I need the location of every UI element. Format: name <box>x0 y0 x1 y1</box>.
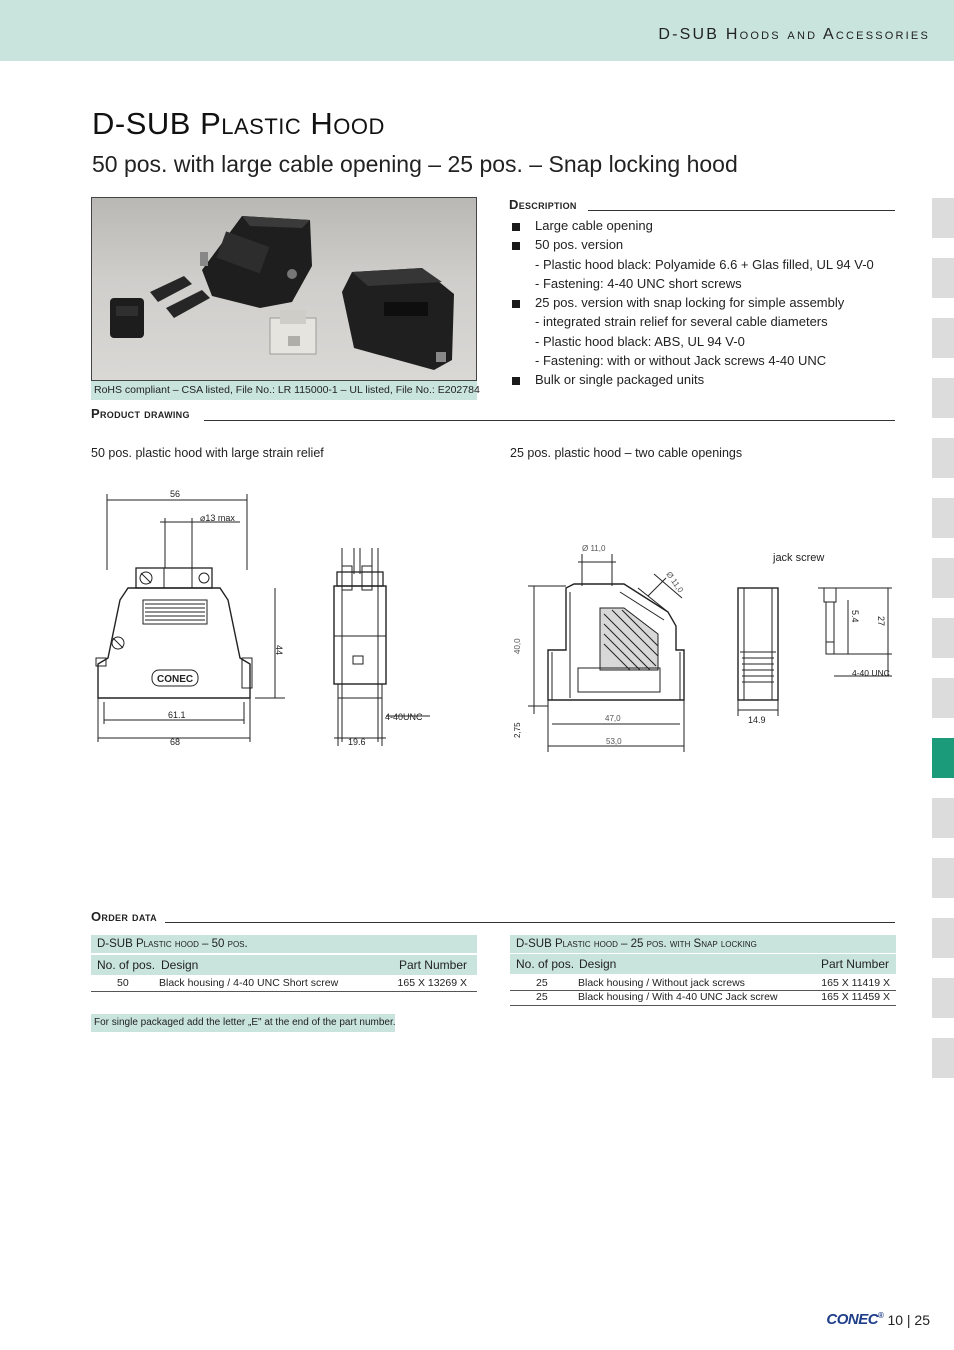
side-tab-active[interactable] <box>932 738 954 778</box>
side-tab[interactable] <box>932 678 954 718</box>
description-item: - Fastening: 4-40 UNC short screws <box>535 275 742 291</box>
col-no-of-pos: No. of pos. <box>97 958 156 972</box>
page-number: 10 | 25 <box>887 1311 930 1328</box>
dim-2-75: 2,75 <box>513 722 522 738</box>
row-part: 165 X 11419 X <box>821 977 890 989</box>
description-item: - integrated strain relief for several cable diameters <box>535 314 828 330</box>
row-pos: 25 <box>536 991 548 1003</box>
dim-68: 68 <box>170 737 181 747</box>
description-item: Large cable opening <box>511 216 895 235</box>
drawing-logo: CONEC <box>157 674 194 685</box>
side-tab[interactable] <box>932 858 954 898</box>
dim-27: 27 <box>876 616 886 627</box>
right-table-header <box>510 954 896 974</box>
row-pos: 25 <box>536 977 548 989</box>
header-bar <box>0 0 954 61</box>
description-item: - Plastic hood black: ABS, UL 94 V-0 <box>535 333 745 349</box>
dim-5-4: 5.4 <box>850 610 860 623</box>
dim-4-40-unc: 4-40 UNC <box>852 668 890 678</box>
row-part: 165 X 13269 X <box>397 977 467 989</box>
description-item: Bulk or single packaged units <box>511 370 895 389</box>
description-heading: Description <box>509 197 577 212</box>
dim-56: 56 <box>170 489 181 499</box>
left-technical-drawing <box>90 480 450 760</box>
jack-screw-label: jack screw <box>773 552 825 564</box>
table-row-rule <box>510 1005 896 1006</box>
row-design: Black housing / With 4-40 UNC Jack screw <box>578 991 778 1003</box>
single-package-note: For single packaged add the letter „E" at the end of the part number. <box>91 1014 395 1032</box>
table-row-rule <box>91 991 477 992</box>
product-drawing-heading: Product drawing <box>91 406 190 421</box>
order-data-rule <box>165 922 895 923</box>
description-rule <box>588 210 895 211</box>
col-design: Design <box>161 958 199 972</box>
row-design: Black housing / 4-40 UNC Short screw <box>159 977 339 989</box>
side-tab[interactable] <box>932 258 954 298</box>
side-tab[interactable] <box>932 618 954 658</box>
registered-mark: ® <box>878 1311 884 1320</box>
col-no-of-pos: No. of pos. <box>516 957 575 971</box>
dim-14-9: 14.9 <box>748 715 766 725</box>
col-part-number: Part Number <box>398 958 467 972</box>
dim-13-max: ⌀13 max <box>200 513 235 523</box>
dim-47: 47,0 <box>605 714 621 723</box>
description-item: - Fastening: with or without Jack screws 4-40 UNC <box>535 353 827 369</box>
row-pos: 50 <box>117 977 129 989</box>
product-drawing-rule <box>204 420 895 421</box>
dim-53: 53,0 <box>606 737 622 746</box>
dim-19-6: 19.6 <box>348 737 366 747</box>
table-row <box>91 976 477 991</box>
page-subtitle: 50 pos. with large cable opening – 25 pos. – Snap locking hood <box>92 151 738 177</box>
left-table-header <box>91 955 477 975</box>
order-data-heading: Order data <box>91 909 157 924</box>
description-list <box>511 216 895 390</box>
dim-11-b: Ø 11,0 <box>664 569 686 595</box>
table-row <box>510 976 896 991</box>
side-tab[interactable] <box>932 378 954 418</box>
right-drawing-label: 25 pos. plastic hood – two cable openings <box>510 446 743 460</box>
logo-text: CONEC <box>826 1311 879 1328</box>
description-item: - Plastic hood black: Polyamide 6.6 + Glas filled, UL 94 V-0 <box>535 256 874 272</box>
col-design: Design <box>579 957 617 971</box>
description-item: 50 pos. version <box>511 235 895 254</box>
footer <box>826 1311 930 1328</box>
side-tab[interactable] <box>932 198 954 238</box>
side-tab[interactable] <box>932 978 954 1018</box>
dim-4-40unc: 4-40UNC <box>385 712 423 722</box>
product-photo <box>91 197 477 381</box>
col-part-number: Part Number <box>820 957 889 971</box>
side-tab[interactable] <box>932 438 954 478</box>
dim-61-1: 61.1 <box>168 710 186 720</box>
side-tab[interactable] <box>932 318 954 358</box>
description-item: 25 pos. version with snap locking for simple assembly <box>511 293 895 312</box>
row-design: Black housing / Without jack screws <box>578 977 745 989</box>
row-part: 165 X 11459 X <box>821 991 890 1003</box>
dim-44: 44 <box>274 645 284 656</box>
side-tab[interactable] <box>932 558 954 598</box>
section-title: D-SUB Hoods and Accessories <box>658 26 930 43</box>
side-tab[interactable] <box>932 1038 954 1078</box>
right-table-caption: D-SUB Plastic hood – 25 pos. with Snap locking <box>510 935 896 953</box>
dim-11-a: Ø 11,0 <box>582 544 606 553</box>
page-title: D-SUB Plastic Hood <box>92 106 385 141</box>
right-technical-drawing <box>508 530 900 760</box>
rohs-caption: RoHS compliant – CSA listed, File No.: LR 115000-1 – UL listed, File No.: E202784 <box>91 381 477 400</box>
left-table-caption: D-SUB Plastic hood – 50 pos. <box>91 935 477 953</box>
side-tab[interactable] <box>932 498 954 538</box>
dim-40: 40,0 <box>513 638 522 654</box>
table-row <box>510 990 896 1005</box>
side-tab[interactable] <box>932 918 954 958</box>
conec-logo <box>826 1311 883 1328</box>
side-tab[interactable] <box>932 798 954 838</box>
left-drawing-label: 50 pos. plastic hood with large strain relief <box>91 446 324 460</box>
